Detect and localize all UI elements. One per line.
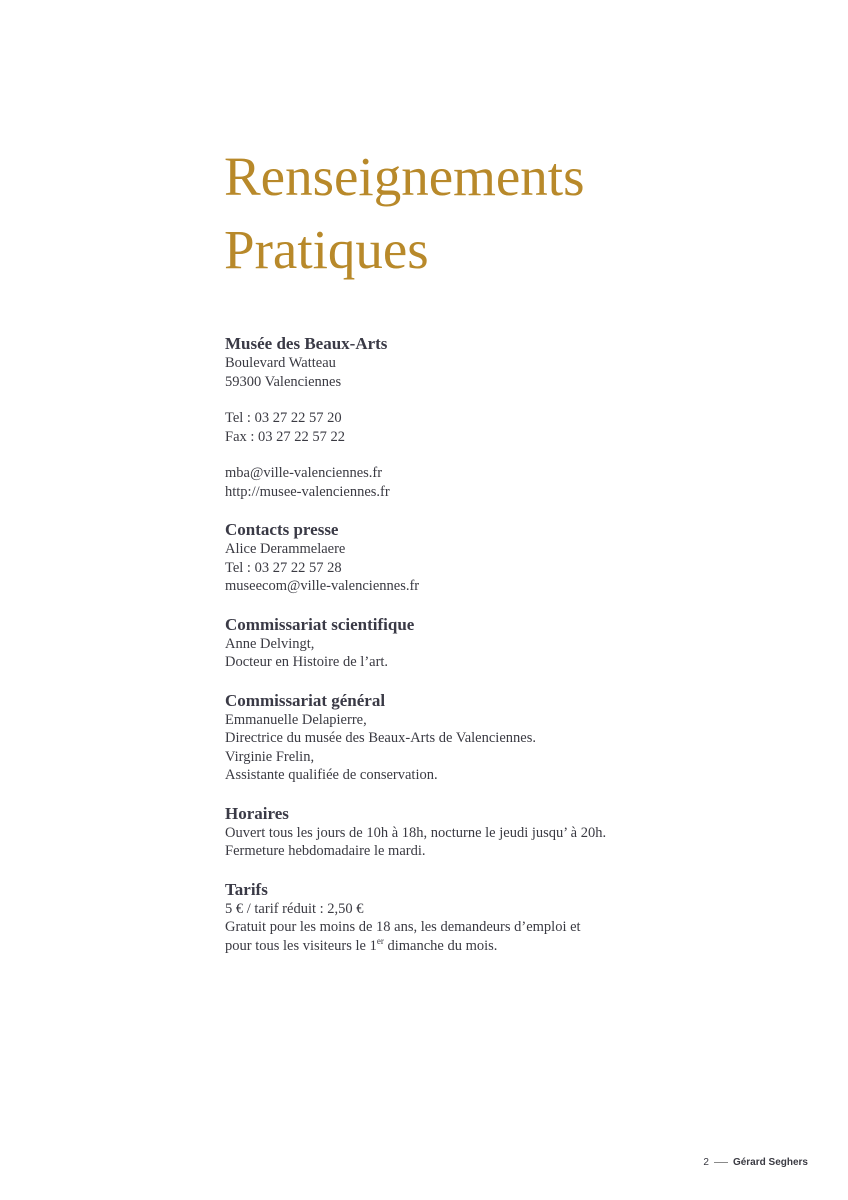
rates-line-2: Gratuit pour les moins de 18 ans, les demandeurs d’emploi et	[225, 919, 581, 935]
press-email: museecom@ville-valenciennes.fr	[225, 578, 420, 594]
museum-address-city: 59300 Valenciennes	[225, 373, 342, 390]
hours-section	[225, 804, 805, 861]
rates-line-3	[225, 937, 805, 956]
museum-web	[225, 464, 805, 501]
hours-line-1: Ouvert tous les jours de 10h à 18h, nocturne le jeudi jusqu’ à 20h.	[225, 824, 607, 841]
museum-phones	[225, 409, 805, 446]
page-title	[224, 140, 584, 286]
rates-line-3-start: pour tous les visiteurs le 1	[225, 937, 377, 954]
museum-website: http://musee-valenciennes.fr	[225, 483, 390, 500]
title-line-2: Pratiques	[224, 219, 429, 280]
museum-fax: Fax : 03 27 22 57 22	[225, 428, 346, 445]
general-curator-section	[225, 691, 805, 785]
footer-author: Gérard Seghers	[732, 1157, 808, 1168]
general-curator-name-1: Emmanuelle Delapierre,	[225, 711, 367, 728]
museum-tel: Tel : 03 27 22 57 20	[225, 410, 342, 426]
press-heading: Contacts presse	[225, 520, 339, 539]
museum-address-street: Boulevard Watteau	[225, 355, 336, 371]
hours-line-2: Fermeture hebdomadaire le mardi.	[225, 843, 426, 859]
page-number: 2	[703, 1157, 709, 1168]
museum-section	[225, 334, 805, 501]
page-footer	[703, 1157, 808, 1168]
info-content	[225, 334, 805, 974]
general-curator-role-1: Directrice du musée des Beaux-Arts de Valenciennes.	[225, 730, 536, 746]
museum-address	[225, 354, 805, 391]
rates-heading: Tarifs	[225, 879, 268, 899]
rates-line-3-superscript: er	[376, 935, 384, 946]
rates-section	[225, 880, 805, 956]
museum-email: mba@ville-valenciennes.fr	[225, 465, 383, 481]
press-section	[225, 520, 805, 596]
museum-heading: Musée des Beaux-Arts	[225, 334, 388, 353]
scientific-curator-heading: Commissariat scientifique	[225, 614, 415, 634]
rates-line-1: 5 € / tarif réduit : 2,50 €	[225, 900, 364, 917]
hours-heading: Horaires	[225, 803, 289, 823]
footer-dash	[714, 1162, 728, 1163]
scientific-curator-name: Anne Delvingt,	[225, 635, 315, 652]
press-name: Alice Derammelaere	[225, 541, 346, 557]
press-tel: Tel : 03 27 22 57 28	[225, 559, 342, 576]
title-line-1: Renseignements	[224, 146, 585, 207]
scientific-curator-role: Docteur en Histoire de l’art.	[225, 654, 389, 670]
rates-line-3-end: dimanche du mois.	[383, 937, 498, 954]
general-curator-heading: Commissariat général	[225, 690, 386, 710]
general-curator-name-2: Virginie Frelin,	[225, 748, 315, 765]
scientific-curator-section	[225, 615, 805, 672]
general-curator-role-2: Assistante qualifiée de conservation.	[225, 767, 438, 783]
